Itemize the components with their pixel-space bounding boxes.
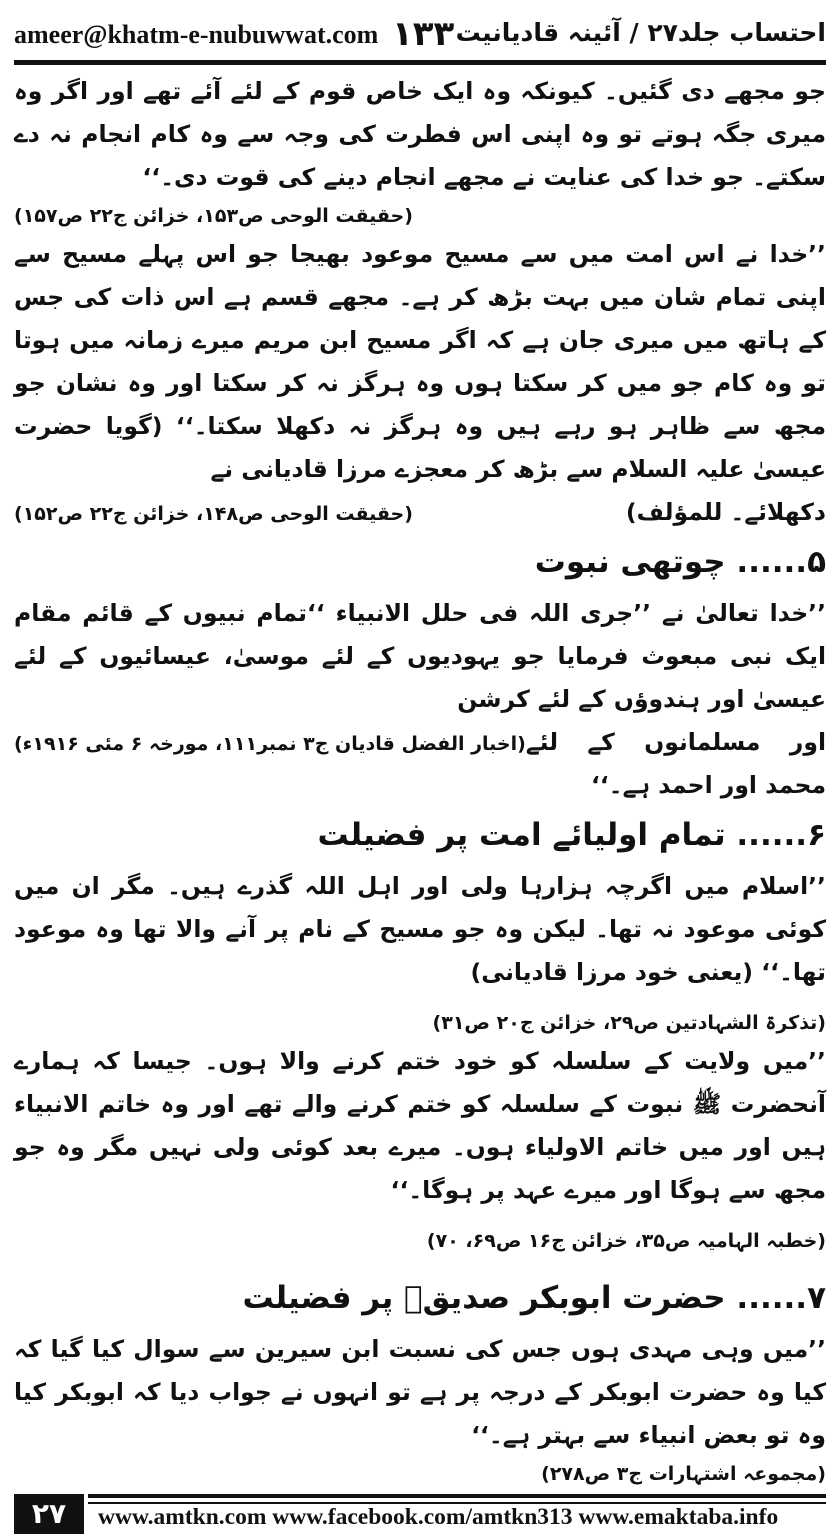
reference-1: (حقیقت الوحی ص۱۵۳، خزائن ج۲۲ ص۱۵۷) [14,205,413,227]
header-page-number: ۱۳۳ [392,14,455,54]
quote-paragraph-4: ’’اسلام میں اگرچہ ہزارہا ولی اور اہل اللہ گذرے ہیں۔ مگر ان میں کوئی موعود نہ تھا۔ لیکن وہ جو مسیح کے نام پر آنے والا تھا وہ موعود تھا۔‘‘ (یعنی خود مرزا قادیانی) [14,872,826,986]
quote-paragraph-3: ’’خدا تعالیٰ نے ’’جری اللہ فی حلل الانبیاء ‘‘تمام نبیوں کے قائم مقام ایک نبی مبعوث فرمایا جو یہودیوں کے لئے موسیٰ، عیسائیوں کے لئے عیسیٰ اور ہندوؤں کے لئے کرشن [14,599,826,713]
reference-4: (تذکرۃ الشہادتین ص۲۹، خزائن ج۲۰ ص۳۱) [432,1012,826,1034]
quote-paragraph-5: ’’میں ولایت کے سلسلہ کو خود ختم کرنے والا ہوں۔ جیسا کہ ہمارے آنحضرت ﷺ نبوت کے سلسلہ کو ختم کرنے والے تھے اور وہ خاتم الانبیاء ہیں اور میں خاتم الاولیاء ہوں۔ میرے بعد کوئی ولی نہیں مگر وہ جو مجھ سے ہوگا اور میرے عہد پر ہوگا۔‘‘ [14,1047,826,1204]
reference-3: (اخبار الفضل قادیان ج۳ نمبر۱۱۱، مورخہ ۶ مئی ۱۹۱۶ء) [14,733,526,755]
quote-paragraph-1: جو مجھے دی گئیں۔ کیونکہ وہ ایک خاص قوم کے لئے آئے تھے اور اگر وہ میری جگہ ہوتے تو وہ اپنی اس فطرت کی وجہ سے وہ کام انجام نہ دے سکتے۔ جو خدا کی عنایت نے مجھے انجام دینے کی قوت دی۔‘‘ [14,77,826,191]
footer-divider-thick [88,1494,826,1498]
quote-paragraph-6: ’’میں وہی مہدی ہوں جس کی نسبت ابن سیرین سے سوال کیا گیا کہ کیا وہ حضرت ابوبکر کے درجہ پر ہے تو انہوں نے جواب دیا کہ ابوبکر کیا وہ تو بعض انبیاء سے بہتر ہے۔‘‘ [14,1335,826,1449]
header-email: ameer@khatm-e-nubuwwat.com [14,20,379,49]
section-heading-5: ۵...... چوتھی نبوت [534,544,826,580]
footer-website-links: www.amtkn.com www.facebook.com/amtkn313 www.emaktaba.info [98,1504,779,1530]
section-heading-6: ۶...... تمام اولیائے امت پر فضیلت [317,817,826,853]
reference-5: (خطبہ الہامیہ ص۳۵، خزائن ج۱۶ ص۶۹، ۷۰) [426,1230,826,1252]
quote-paragraph-2: ’’خدا نے اس امت میں سے مسیح موعود بھیجا جو اس پہلے مسیح سے اپنی تمام شان میں بہت بڑھ کر ہے۔ مجھے قسم ہے اس ذات کی جس کے ہاتھ میں میری جان ہے کہ اگر مسیح ابن مریم میرے زمانہ میں ہوتا تو وہ کام جو میں کر سکتا ہوں وہ ہرگز نہ کر سکتا اور وہ نشان جو مجھ سے ظاہر ہو رہے ہیں وہ ہرگز نہ دکھلا سکتا۔‘‘ (گویا حضرت عیسیٰ علیہ السلام سے بڑھ کر معجزے مرزا قادیانی نے [14,240,826,483]
quote-paragraph-2-end [14,491,826,534]
reference-2: (حقیقت الوحی ص۱۴۸، خزائن ج۲۲ ص۱۵۲) [14,503,413,525]
page-header [14,14,826,56]
quote-paragraph-3-end [14,721,826,807]
header-divider [14,60,826,65]
footer-sheet-number: ۲۷ [14,1494,84,1534]
quote-paragraph-3-last-line: اور مسلمانوں کے لئے محمد اور احمد ہے۔‘‘ [525,728,826,799]
section-heading-7: ۷...... حضرت ابوبکر صدیقؓ پر فضیلت [242,1280,826,1316]
header-book-title: احتساب جلد۲۷ / آئینہ قادیانیت [455,18,826,47]
quote-paragraph-2-last-line: دکھلائے۔ للمؤلف) [625,498,826,526]
reference-6: (مجموعہ اشتہارات ج۳ ص۲۷۸) [541,1463,826,1485]
page-footer [14,1494,826,1534]
page-body [14,70,826,1491]
